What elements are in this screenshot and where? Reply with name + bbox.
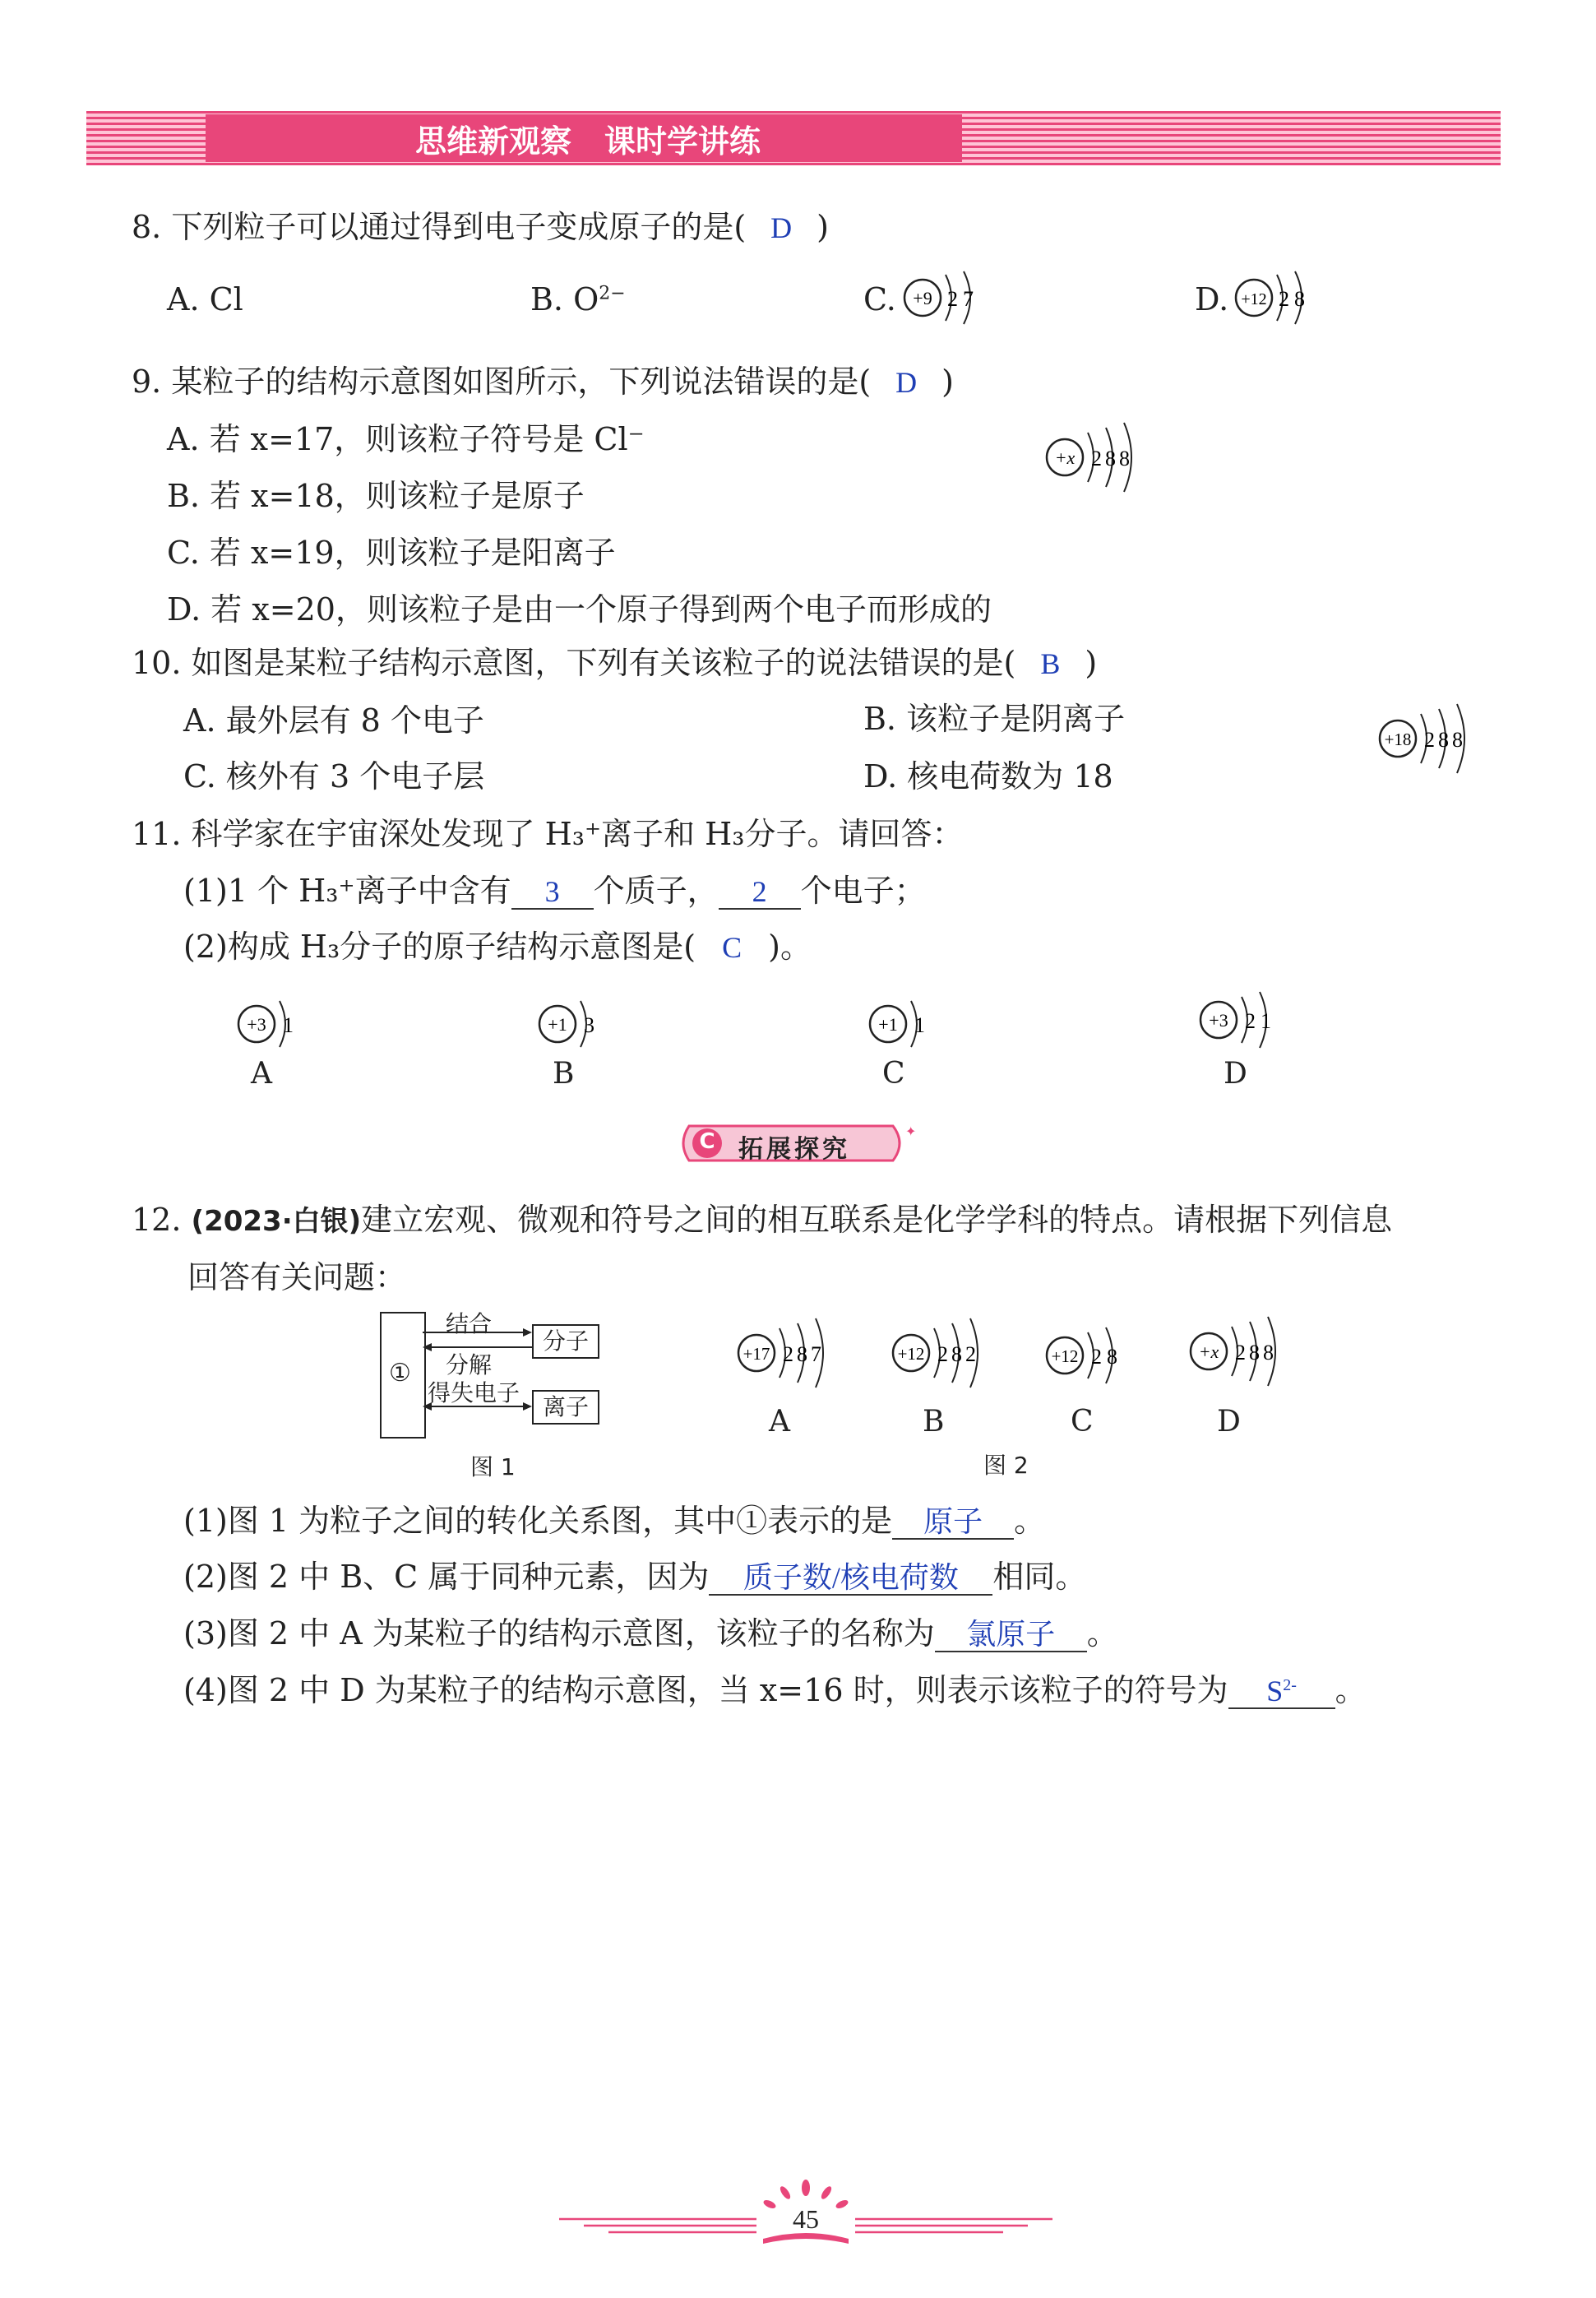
fig2-label-a: A: [769, 1405, 790, 1439]
q10-option-b: B. 该粒子是阴离子: [863, 701, 1126, 737]
q11-atom-c: [863, 991, 946, 1057]
fig1-box-molecule: 分子: [532, 1324, 599, 1359]
fig1-caption: 图 1: [470, 1453, 516, 1480]
q12-source: (2023·白银): [191, 1205, 362, 1238]
svg-text:288: 288: [1091, 447, 1133, 470]
fig1-label-combine: 结合: [446, 1310, 493, 1337]
q9-atom-diagram: [1040, 418, 1163, 497]
svg-text:+3: +3: [247, 1014, 266, 1035]
q11-answer-electrons: 2: [752, 875, 767, 908]
svg-text:1: 1: [914, 1013, 925, 1037]
q11-part2: (2)构成 H₃分子的原子结构示意图是( C )。: [183, 929, 812, 965]
q8-stem: 8. 下列粒子可以通过得到电子变成原子的是( D ): [132, 209, 829, 245]
q12-stem: 12. (2023·白银)建立宏观、微观和符号之间的相互联系是化学学科的特点。请根据下列信息: [132, 1202, 1393, 1238]
svg-text:+12: +12: [1051, 1346, 1079, 1366]
q9-stem: 9. 某粒子的结构示意图如图所示，下列说法错误的是( D ): [132, 364, 954, 400]
fig1-label-gain-lose: 得失电子: [428, 1379, 520, 1406]
q11-answer-part2: C: [722, 931, 742, 964]
section-letter: C: [699, 1129, 715, 1154]
q10-option-d: D. 核电荷数为 18: [863, 758, 1113, 795]
q11-answer-protons: 3: [544, 875, 560, 908]
svg-text:282: 282: [937, 1342, 979, 1366]
q11-label-c: C: [882, 1057, 905, 1091]
svg-text:28: 28: [1279, 287, 1310, 311]
svg-text:✦: ✦: [905, 1124, 917, 1139]
svg-text:+9: +9: [913, 288, 932, 308]
q10-option-c: C. 核外有 3 个电子层: [183, 758, 485, 795]
svg-text:28: 28: [1091, 1345, 1122, 1369]
svg-text:27: 27: [947, 287, 978, 311]
q9-option-b: B. 若 x=18，则该粒子是原子: [167, 478, 585, 514]
q9-answer: D: [895, 366, 918, 399]
svg-text:+12: +12: [897, 1344, 925, 1364]
section-title: 拓展探究: [738, 1135, 850, 1164]
svg-text:+12: +12: [1241, 290, 1267, 308]
q11-part1: (1)1 个 H₃⁺离子中含有 3 个质子， 2 个电子；: [183, 873, 926, 909]
fig2-label-c: C: [1071, 1405, 1094, 1439]
q10-stem: 10. 如图是某粒子结构示意图，下列有关该粒子的说法错误的是( B ): [132, 645, 1098, 681]
footer: [551, 2180, 1061, 2245]
svg-text:+x: +x: [1198, 1341, 1219, 1362]
q12-answer-part1: 原子: [923, 1505, 983, 1538]
q8-option-a: A. Cl: [167, 281, 243, 317]
q11-stem: 11. 科学家在宇宙深处发现了 H₃⁺离子和 H₃分子。请回答：: [132, 816, 964, 852]
q12-stem-cont: 回答有关问题：: [187, 1259, 407, 1295]
fig2-atom-d: [1184, 1312, 1307, 1391]
section-header: [673, 1121, 918, 1165]
svg-text:21: 21: [1245, 1009, 1276, 1033]
q12-answer-part2: 质子数/核电荷数: [742, 1561, 959, 1594]
q8-answer: D: [770, 211, 793, 244]
q9-option-c: C. 若 x=19，则该粒子是阳离子: [167, 535, 616, 571]
q8-option-b: B. $O^{2-}$: [530, 281, 626, 317]
figure-1: [380, 1308, 610, 1441]
svg-text:287: 287: [783, 1342, 825, 1366]
fig2-label-d: D: [1217, 1405, 1241, 1439]
q11-label-a: A: [251, 1057, 272, 1091]
fig1-label-decompose: 分解: [446, 1351, 493, 1378]
fig2-caption: 图 2: [983, 1452, 1029, 1479]
svg-text:+3: +3: [1209, 1010, 1228, 1031]
q10-atom-diagram: [1373, 699, 1497, 778]
svg-text:1: 1: [283, 1013, 294, 1037]
fig2-atom-c: [1040, 1320, 1139, 1391]
q10-option-a: A. 最外层有 8 个电子: [183, 702, 484, 739]
fig2-atom-b: [886, 1313, 1010, 1392]
series-title: 思维新观察: [415, 123, 572, 160]
q11-label-b: B: [553, 1057, 575, 1091]
header-subtitle: 课时学讲练: [604, 123, 761, 160]
q12-part3: (3)图 2 中 A 为某粒子的结构示意图，该粒子的名称为 氯原子 。: [183, 1615, 1118, 1652]
svg-text:+1: +1: [878, 1014, 898, 1035]
header-title-block: [206, 114, 962, 162]
q11-atom-a: [232, 991, 314, 1057]
q12-answer-part3: 氯原子: [966, 1618, 1056, 1651]
page-number: 45: [793, 2204, 819, 2234]
q12-part4: (4)图 2 中 D 为某粒子的结构示意图，当 x=16 时，则表示该粒子的符号为 $S^{2-}$ 。: [183, 1672, 1367, 1708]
q11-atom-d: [1194, 983, 1293, 1057]
q10-answer: B: [1040, 647, 1061, 680]
fig1-box-ion: 离子: [532, 1390, 599, 1425]
fig2-atom-a: [732, 1313, 855, 1392]
q11-atom-b: [533, 991, 615, 1057]
q8-option-d: D.: [1195, 281, 1229, 317]
fig2-label-b: B: [923, 1405, 945, 1439]
q11-label-d: D: [1224, 1057, 1247, 1091]
q8-c-atom-diagram: [898, 265, 988, 331]
q8-option-c: C.: [863, 281, 896, 317]
svg-text:+17: +17: [742, 1344, 770, 1364]
q9-option-a: A. 若 x=17，则该粒子符号是 Cl⁻: [167, 421, 645, 457]
svg-text:+18: +18: [1384, 730, 1412, 749]
svg-text:288: 288: [1424, 728, 1466, 752]
q8-d-atom-diagram: [1229, 265, 1320, 331]
svg-text:288: 288: [1235, 1341, 1277, 1364]
q9-option-d: D. 若 x=20，则该粒子是由一个原子得到两个电子而形成的: [167, 591, 992, 628]
fig1-circle-one: ①: [389, 1359, 411, 1388]
header-band: [86, 111, 1501, 165]
svg-text:+x: +x: [1054, 447, 1076, 468]
svg-text:+1: +1: [548, 1014, 567, 1035]
q12-part1: (1)图 1 为粒子之间的转化关系图，其中①表示的是 原子 。: [183, 1503, 1046, 1539]
q12-part2: (2)图 2 中 B、C 属于同种元素，因为 质子数/核电荷数 相同。: [183, 1559, 1087, 1595]
svg-text:3: 3: [584, 1013, 594, 1037]
q12-answer-part4: $S^{2-}$: [1266, 1675, 1297, 1707]
